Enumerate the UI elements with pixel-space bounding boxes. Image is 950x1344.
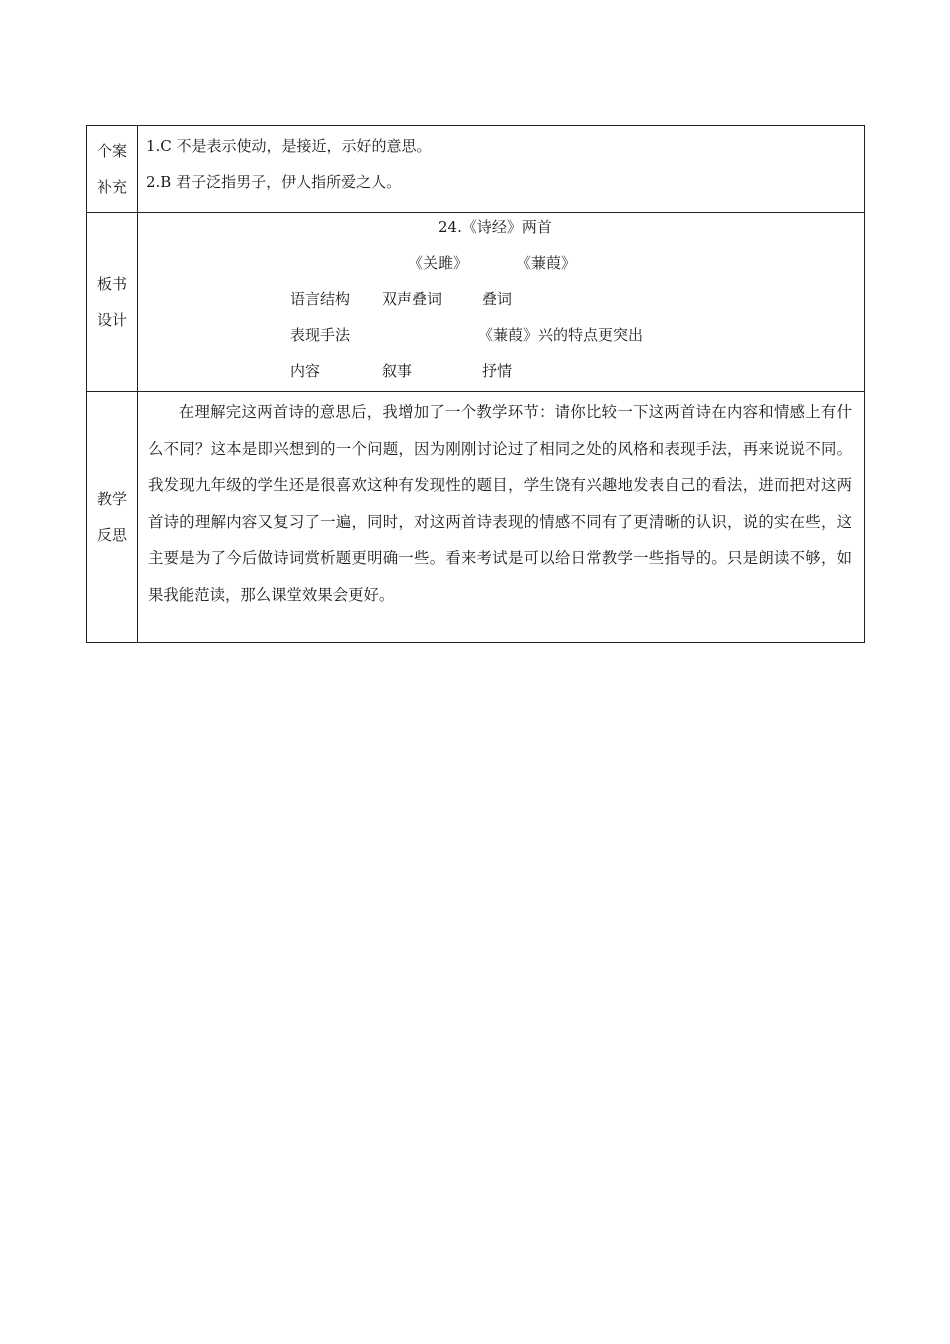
- reflection-label-bottom: 反思: [96, 526, 127, 544]
- board-row-1-left: 双声叠词: [382, 290, 443, 308]
- supplement-label: [87, 126, 138, 213]
- board-row-3-left: 叙事: [382, 362, 413, 380]
- board-row-2-term: 表现手法: [290, 326, 351, 344]
- supplement-row: [87, 126, 865, 213]
- reflection-text: 在理解完这两首诗的意思后，我增加了一个教学环节：请你比较一下这两首诗在内容和情感上有什么不同？这本是即兴想到的一个问题，因为刚刚讨论过了相同之处的风格和表现手法，再来说说不同。我发现九年级的学生还是很喜欢这种有发现性的题目，学生饶有兴趣地发表自己的看法，进而把对这两首诗的理解内容又复习了一遍，同时，对这两首诗表现的情感不同有了更清晰的认识，说的实在些，这主要是为了今后做诗词赏析题更明确一些。看来考试是可以给日常教学一些指导的。只是朗读不够，如果我能范读，那么课堂效果会更好。: [148, 403, 852, 604]
- supplement-content: [138, 126, 865, 213]
- board-row-3-term: 内容: [290, 362, 321, 380]
- board-content: [138, 213, 865, 392]
- supplement-label-bottom: 补充: [96, 178, 127, 196]
- board-label-bottom: 设计: [96, 311, 127, 329]
- reflection-row: [87, 392, 865, 643]
- reflection-content: [138, 392, 865, 643]
- board-title: 24.《诗经》两首: [438, 218, 552, 236]
- board-poem-left: 《关雎》: [408, 254, 469, 272]
- board-row: [87, 213, 865, 392]
- board-label-top: 板书: [96, 275, 127, 293]
- board-poem-right: 《蒹葭》: [516, 254, 577, 272]
- reflection-label-top: 教学: [96, 490, 127, 508]
- board-row-3-right: 抒情: [482, 362, 513, 380]
- board-label: [87, 213, 138, 392]
- supplement-label-top: 个案: [96, 142, 127, 160]
- board-row-1-right: 叠词: [482, 290, 513, 308]
- board-row-2-right: 《蒹葭》兴的特点更突出: [478, 326, 644, 344]
- board-row-1-term: 语言结构: [290, 290, 351, 308]
- reflection-label: [87, 392, 138, 643]
- lesson-plan-table: [86, 125, 865, 643]
- supplement-line-1: 1.C 不是表示使动，是接近，示好的意思。: [146, 137, 432, 155]
- supplement-line-2: 2.B 君子泛指男子，伊人指所爱之人。: [146, 173, 402, 191]
